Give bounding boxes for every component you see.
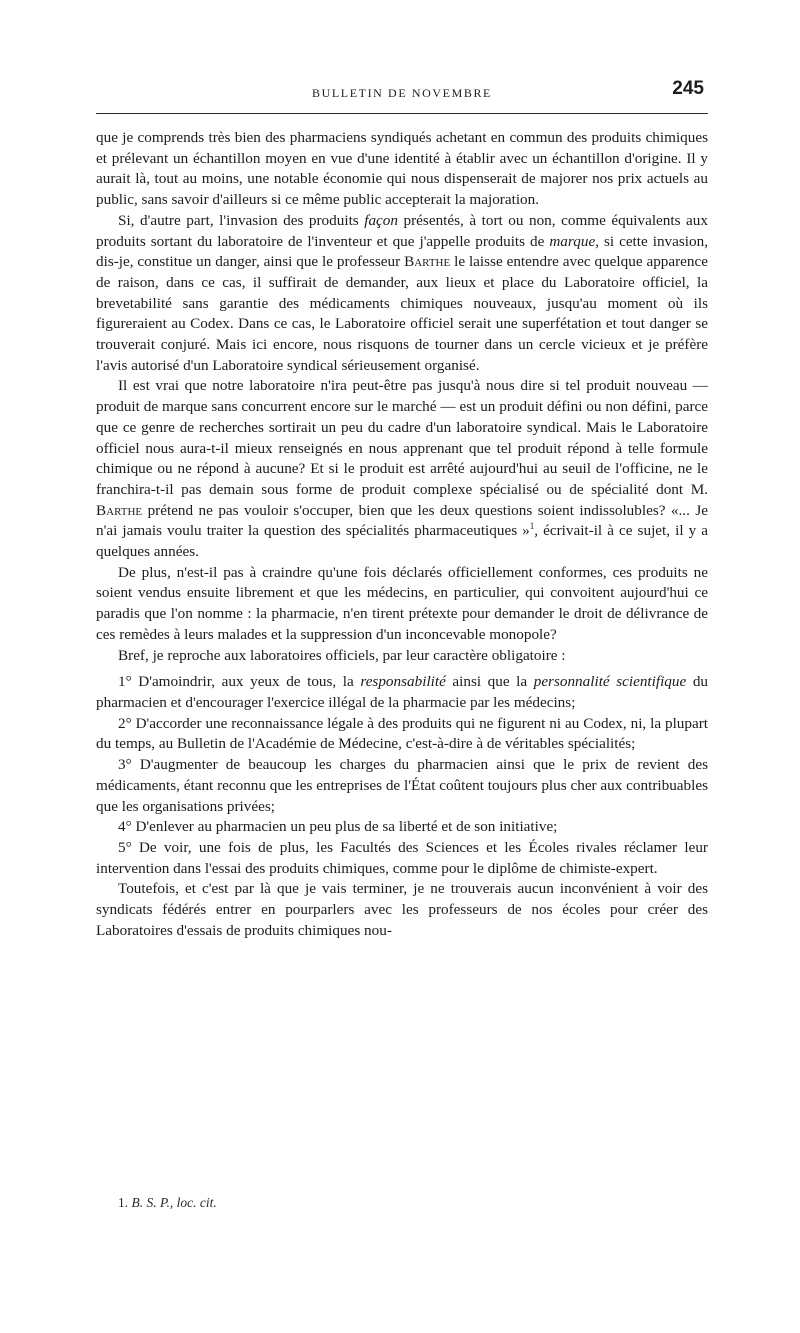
- list-item-1-part-e: du pharmacien et d'encourager l'exercice illégal de la pharmacie par les médecins;: [96, 673, 709, 711]
- list-item-1-part-c: ainsi que la: [445, 673, 534, 691]
- paragraph-2-part-e: , si cette invasion, dis-je, constitue un danger, ainsi que le professeur: [96, 232, 708, 271]
- list-item-1-part-a: 1° D'amoindrir, aux yeux de tous, la: [118, 673, 361, 691]
- page-header: [96, 78, 708, 108]
- footnote-reference: 1: [529, 521, 535, 532]
- page-number: 245: [672, 78, 704, 99]
- paragraph-1: que je comprends très bien des pharmaciens syndiqués achetant en commun des produits chimiques et prélevant un échantillon moyen en vue d'une identité à établir avec un échantillon d'origine. Il y aurait là, tout au moins, une notable économie qui nous dispenserait de majorer nos prix actuels au public, sans savoir d'ailleurs si ce même public accepterait la majoration.: [96, 129, 708, 209]
- list-item-2: 2° D'accorder une reconnaissance légale à des produits qui ne figurent ni au Codex, ni, la plupart du temps, au Bulletin de l'Académie de Médecine, c'est-à-dire à de véritables spécialités;: [96, 714, 708, 753]
- paragraph-3-part-a: Il est vrai que notre laboratoire n'ira peut-être pas jusqu'à nous dire si tel produit nouveau — produit de marque sans concurrent encore sur le marché — est un produit défini ou non défini, parce que ce genre de recherches sortirait un peu du cadre d'un laboratoire syndical. Mais le Laboratoire officiel nous aura-t-il mieux renseignés en nous apprenant que tel produit répond à telle formule chimique ou ne répond à aucune? Et si le produit est arrêté aujourd'hui au seuil de l'officine, ne le franchira-t-il pas demain sous forme de produit complexe spécialisé ou de spécialité dont M.: [96, 377, 708, 498]
- paragraph-5: Bref, je reproche aux laboratoires officiels, par leur caractère obligatoire :: [118, 646, 566, 664]
- word-marque: marque: [549, 232, 596, 250]
- paragraph-2-part-g: le laisse entendre avec quelque apparence de raison, dans ce cas, il suffirait de demander, aux lieux et place du Laboratoire officiel, la brevetabilité sans garantie des médicaments chimiques nouveaux, jusqu'au moment où ils figureraient au Codex. Dans ce cas, le Laboratoire officiel serait une superfétation et tout danger se trouverait conjuré. Mais ici encore, nous risquons de tourner dans un cercle vicieux et je préfère l'avis autorisé d'un Laboratoire syndical sérieusement organisé.: [96, 253, 708, 374]
- paragraph-2-part-c: présentés, à tort ou non, comme équivalents aux produits sortant du laboratoire de l'inventeur et que j'appelle produits de: [96, 211, 708, 250]
- paragraph-3-part-c: prétend ne pas vouloir s'occuper, bien que les deux questions soient indissolubles? «... Je n'ai jamais voulu traiter la question des spécialités pharmaceutiques »: [96, 501, 708, 540]
- paragraph-4: De plus, n'est-il pas à craindre qu'une fois déclarés officiellement conformes, ces produits ne soient vendus ensuite librement et que les médecins, en particulier, qui convoitent aujourd'hui ce paradis que l'on nomme : la pharmacie, n'en tirent prétexte pour demander le droit de délivrance de ces remèdes à leurs malades et la suppression d'un inconcevable monopole?: [96, 563, 708, 643]
- footnote: [118, 1195, 217, 1211]
- word-personnalite-scientifique: personnalité scientifique: [533, 673, 687, 691]
- author-name-barthe: Barthe: [404, 253, 451, 271]
- author-name-barthe-2: Barthe: [96, 501, 143, 519]
- header-rule: [96, 113, 708, 114]
- paragraph-6: Toutefois, et c'est par là que je vais terminer, je ne trouverais aucun inconvénient à voir des syndicats fédérés entrer en pourparlers avec les professeurs de nos écoles pour créer des Laboratoires d'essais de produits chimiques nou-: [96, 880, 708, 939]
- body-text: [96, 128, 708, 941]
- paragraph-3-part-d: , écrivait-il à ce sujet, il y a quelques années.: [96, 522, 709, 561]
- list-item-5: 5° De voir, une fois de plus, les Facultés des Sciences et les Écoles rivales réclamer leur intervention dans l'essai des produits chimiques, comme pour le diplôme de chimiste-expert.: [96, 838, 708, 877]
- paragraph-3: [96, 376, 708, 562]
- list-item-4: 4° D'enlever au pharmacien un peu plus de sa liberté et de son initiative;: [118, 818, 558, 836]
- list-item-1: [96, 672, 708, 713]
- word-responsabilite: responsabilité: [360, 673, 446, 691]
- footnote-text: B. S. P., loc. cit.: [131, 1195, 217, 1210]
- list-item-3: 3° D'augmenter de beaucoup les charges du pharmacien ainsi que le prix de revient des médicaments, étant reconnu que les entreprises de l'État coûtent toujours plus cher aux contribuables que les organisations privées;: [96, 756, 708, 815]
- paragraph-2-part-a: Si, d'autre part, l'invasion des produits: [118, 211, 365, 229]
- footnote-number: 1.: [118, 1195, 129, 1210]
- word-facon: façon: [364, 211, 398, 229]
- running-title: BULLETIN DE NOVEMBRE: [312, 86, 492, 100]
- paragraph-2: [96, 211, 708, 377]
